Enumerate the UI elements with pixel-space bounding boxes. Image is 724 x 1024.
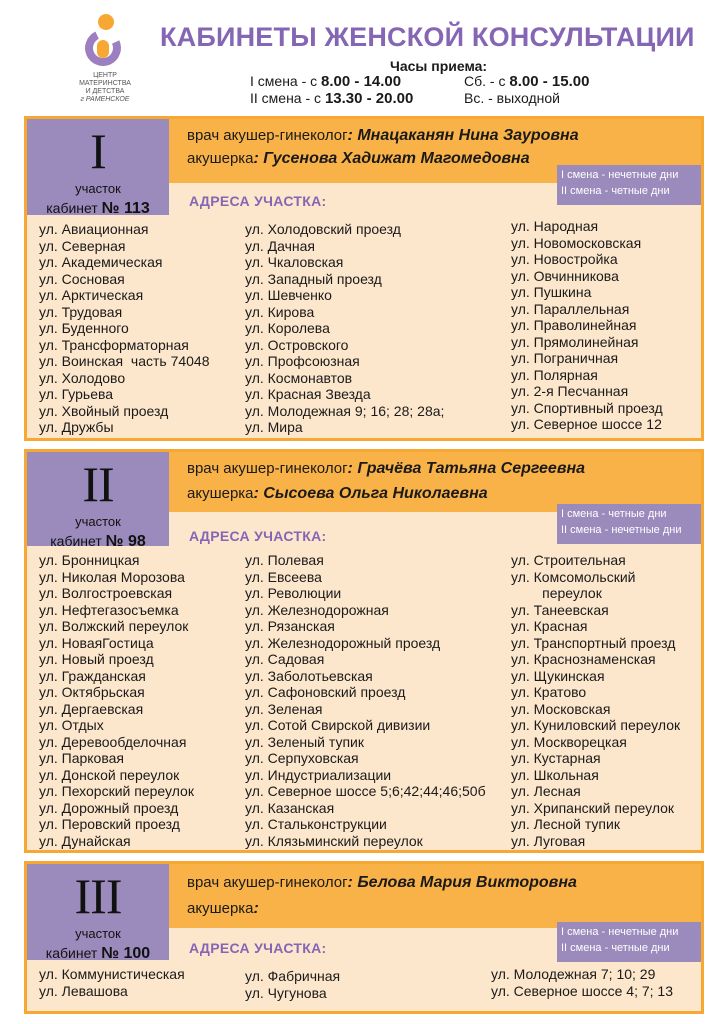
- address-item: ул. Донской переулок: [39, 766, 180, 783]
- address-column-1: [39, 221, 210, 436]
- address-item: ул. Чкаловская: [245, 254, 344, 270]
- address-item: ул. Танеевская: [511, 601, 609, 618]
- address-item: ул. Красная Звезда: [245, 386, 371, 402]
- address-item: ул. Кирова: [245, 303, 315, 320]
- uchastok-badge: [27, 119, 169, 215]
- address-item: ул. Красная: [511, 618, 588, 634]
- address-item: ул. Индустриализации: [245, 766, 392, 783]
- section-uchastok-1: [24, 116, 704, 441]
- uchastok-number: II: [82, 456, 114, 512]
- uchastok-number: I: [90, 123, 106, 179]
- address-item: ул. Бронницкая: [39, 552, 140, 568]
- uchastok-label: участок: [75, 181, 121, 196]
- address-item: ул. Авиационная: [39, 221, 149, 237]
- uchastok-label: участок: [75, 926, 121, 941]
- address-item: ул. Академическая: [39, 254, 163, 270]
- address-item: ул. Сосновая: [39, 270, 125, 287]
- address-item: ул. Овчинникова: [511, 267, 619, 284]
- shift-schedule-box: I смена - нечетные дни II смена - четные дни: [557, 165, 701, 205]
- address-item: ул. Праволинейная: [511, 317, 637, 333]
- address-item: ул. Нефтегазосъемка: [39, 601, 179, 618]
- address-item: ул. Дунайская: [39, 832, 131, 849]
- address-column-3: [491, 966, 673, 999]
- address-item: ул. Клязьминский переулок: [245, 832, 423, 849]
- address-column-3: [511, 218, 663, 433]
- saturday-hours: Сб. - с 8.00 - 15.00: [464, 73, 590, 90]
- address-item: ул. Парковая: [39, 750, 124, 766]
- address-column-2: [245, 221, 444, 436]
- address-item: ул. Садовая: [245, 651, 325, 667]
- address-item: ул. Мира: [245, 419, 303, 435]
- sunday-hours: Вс. - выходной: [464, 90, 560, 106]
- address-item: ул. Прямолинейная: [511, 333, 639, 350]
- address-item: ул. Новостройка: [511, 251, 618, 267]
- address-item: ул. Перовский проезд: [39, 816, 180, 832]
- address-item: ул. Чугунова: [245, 984, 327, 1001]
- address-column-1: [39, 552, 194, 849]
- section-uchastok-2: [24, 449, 704, 853]
- section-uchastok-3: [24, 861, 704, 1014]
- address-item: ул. Московская: [511, 700, 611, 717]
- address-item: ул. Сафоновский проезд: [245, 684, 406, 700]
- address-item: ул. Отдых: [39, 717, 104, 733]
- address-item: ул. Лесной тупик: [511, 816, 620, 832]
- address-item: ул. Хвойный проезд: [39, 402, 169, 419]
- address-item: ул. Гражданская: [39, 667, 146, 684]
- address-item: ул. Северное шоссе 12: [511, 416, 662, 432]
- uchastok-label: участок: [75, 514, 121, 529]
- address-item: ул. Краснознаменская: [511, 651, 656, 667]
- address-item: ул. Трансформаторная: [39, 336, 189, 353]
- uchastok-badge: [27, 452, 169, 550]
- logo-mark-icon: [82, 14, 128, 70]
- address-item: ул. Железнодорожная: [245, 601, 389, 618]
- address-item: ул. Спортивный проезд: [511, 399, 663, 416]
- address-item: ул. Коммунистическая: [39, 966, 185, 982]
- address-item: ул. Серпуховская: [245, 750, 359, 766]
- address-item: ул. Пограничная: [511, 350, 619, 366]
- address-item: ул. Дергаевская: [39, 700, 144, 717]
- address-item: ул. Деревообделочная: [39, 733, 187, 750]
- doctor-line: врач акушер-гинеколог: Белова Мария Викторовна: [187, 874, 577, 891]
- address-title: АДРЕСА УЧАСТКА:: [189, 528, 327, 544]
- address-item: ул. Волжский переулок: [39, 618, 189, 634]
- address-item: ул. Комсомольский: [511, 568, 636, 585]
- address-item: ул. Стальконструкции: [245, 816, 387, 832]
- address-item: ул. Островского: [245, 336, 349, 353]
- address-item: ул. Николая Морозова: [39, 568, 185, 585]
- page-title: КАБИНЕТЫ ЖЕНСКОЙ КОНСУЛЬТАЦИИ: [160, 22, 695, 52]
- address-item: ул. Сотой Свирской дивизии: [245, 717, 431, 733]
- address-item: ул. Революции: [245, 585, 342, 601]
- address-item: ул. Кустарная: [511, 750, 601, 766]
- midwife-line: акушерка: Сысоева Ольга Николаевна: [187, 485, 488, 502]
- uchastok-badge: [27, 864, 169, 960]
- address-item: ул. Волгостроевская: [39, 585, 173, 601]
- address-item: ул. Северное шоссе 5;6;42;44;46;50б: [245, 783, 486, 799]
- address-item: ул. Зеленая: [245, 700, 323, 717]
- address-item: ул. Профсоюзная: [245, 353, 360, 369]
- address-item: ул. Строительная: [511, 552, 626, 568]
- address-item: ул. Западный проезд: [245, 270, 382, 287]
- address-item: ул. Холодовский проезд: [245, 221, 401, 237]
- shift-schedule-box: I смена - четные дни II смена - нечетные дни: [557, 504, 701, 544]
- address-item: ул. Рязанская: [245, 618, 335, 634]
- address-item: ул. Пушкина: [511, 284, 592, 300]
- address-item: ул. Луговая: [511, 832, 586, 849]
- address-item: ул. Параллельная: [511, 300, 630, 317]
- address-item: ул. Королева: [245, 320, 330, 336]
- address-item: ул. Дачная: [245, 237, 315, 254]
- address-item: ул. 2-я Песчанная: [511, 383, 629, 399]
- address-item: ул. Шевченко: [245, 287, 332, 303]
- address-item: ул. Народная: [511, 218, 599, 234]
- address-item: ул. Заболотьевская: [245, 667, 373, 684]
- midwife-line: акушерка:: [187, 900, 259, 917]
- address-item: ул. Дорожный проезд: [39, 799, 179, 816]
- address-item: ул. Арктическая: [39, 287, 144, 303]
- address-column-2: [245, 552, 486, 849]
- address-item: ул. Дружбы: [39, 419, 114, 435]
- address-item: ул. Трудовая: [39, 303, 123, 320]
- address-item: ул. Северное шоссе 4; 7; 13: [491, 982, 673, 999]
- address-item: ул. Холодово: [39, 369, 126, 386]
- address-item: ул. Щукинская: [511, 667, 605, 684]
- address-item: ул. Москворецкая: [511, 733, 627, 750]
- shift-schedule-box: I смена - нечетные дни II смена - четные дни: [557, 922, 701, 962]
- address-item: ул. НоваяГостица: [39, 634, 154, 651]
- address-item: ул. Космонавтов: [245, 369, 353, 386]
- address-item: ул. Транспортный проезд: [511, 634, 676, 651]
- address-item: ул. Фабричная: [245, 968, 341, 984]
- address-item: ул. Молодежная 7; 10; 29: [491, 966, 656, 982]
- address-item: ул. Буденного: [39, 320, 129, 336]
- address-column-2: [245, 968, 340, 1001]
- address-item: ул. Октябрьская: [39, 684, 145, 700]
- address-item: ул. Школьная: [511, 766, 599, 783]
- midwife-line: акушерка: Гусенова Хадижат Магомедовна: [187, 150, 530, 167]
- logo-text: ЦЕНТР МАТЕРИНСТВА И ДЕТСТВА г РАМЕНСКОЕ: [79, 72, 131, 103]
- address-item: ул. Полярная: [511, 366, 598, 383]
- address-item: ул. Молодежная 9; 16; 28; 28а;: [245, 402, 445, 419]
- address-item: ул. Лесная: [511, 783, 581, 799]
- shift2-hours: II смена - с 13.30 - 20.00: [250, 90, 414, 107]
- address-item: ул. Новый проезд: [39, 651, 154, 667]
- address-item: ул. Левашова: [39, 982, 128, 999]
- address-item: ул. Хрипанский переулок: [511, 799, 675, 816]
- address-item: ул. Куниловский переулок: [511, 717, 681, 733]
- address-item: ул. Воинская часть 74048: [39, 353, 210, 369]
- doctor-line: врач акушер-гинеколог: Мнацаканян Нина Зауровна: [187, 127, 579, 144]
- address-item: ул. Казанская: [245, 799, 335, 816]
- address-column-3: [511, 552, 680, 849]
- hours-title: Часы приема:: [390, 58, 488, 74]
- logo: [60, 14, 150, 109]
- shift1-hours: I смена - с 8.00 - 14.00: [250, 73, 402, 90]
- address-title: АДРЕСА УЧАСТКА:: [189, 940, 327, 956]
- doctor-line: врач акушер-гинеколог: Грачёва Татьяна Сергеевна: [187, 460, 586, 477]
- cabinet-number: кабинет № 98: [50, 533, 146, 550]
- uchastok-number: III: [74, 868, 122, 924]
- address-item: ул. Железнодорожный проезд: [245, 634, 441, 651]
- address-column-1: [39, 966, 185, 999]
- cabinet-number: кабинет № 100: [45, 945, 151, 962]
- address-item: ул. Евсеева: [245, 568, 322, 585]
- address-item: ул. Пехорский переулок: [39, 783, 194, 799]
- address-item: ул. Гурьева: [39, 386, 114, 402]
- address-item: ул. Северная: [39, 237, 126, 254]
- address-item: ул. Полевая: [245, 552, 324, 568]
- address-item: ул. Кратово: [511, 684, 587, 700]
- address-item: ул. Новомосковская: [511, 234, 642, 251]
- cabinet-number: кабинет № 113: [46, 200, 150, 217]
- address-item: переулок: [511, 585, 602, 601]
- address-item: ул. Зеленый тупик: [245, 733, 364, 750]
- address-title: АДРЕСА УЧАСТКА:: [189, 193, 327, 209]
